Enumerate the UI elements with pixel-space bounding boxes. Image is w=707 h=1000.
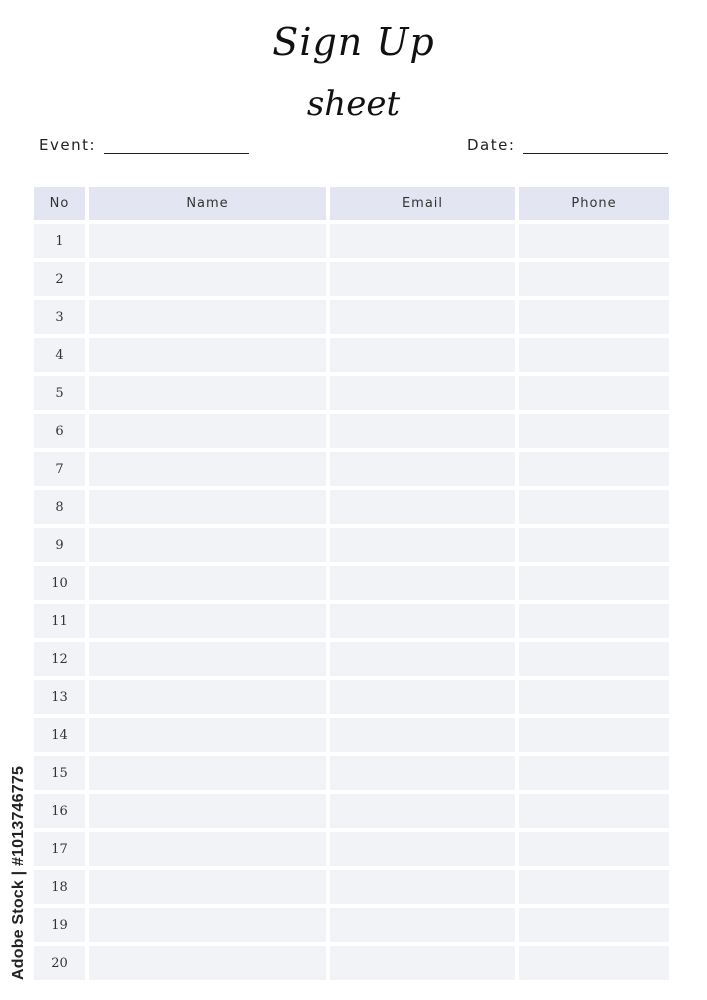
table-row [34, 414, 673, 448]
email-cell[interactable] [330, 642, 515, 676]
row-number: 6 [34, 414, 85, 448]
header-phone: Phone [519, 187, 669, 220]
phone-cell[interactable] [519, 566, 669, 600]
table-row [34, 756, 673, 790]
email-cell[interactable] [330, 680, 515, 714]
watermark-text: Adobe Stock | #1013746775 [10, 765, 27, 980]
name-cell[interactable] [89, 262, 326, 296]
name-cell[interactable] [89, 794, 326, 828]
name-cell[interactable] [89, 452, 326, 486]
name-cell[interactable] [89, 756, 326, 790]
email-cell[interactable] [330, 224, 515, 258]
table-row [34, 642, 673, 676]
phone-cell[interactable] [519, 262, 669, 296]
row-number: 11 [34, 604, 85, 638]
name-cell[interactable] [89, 566, 326, 600]
table-row [34, 300, 673, 334]
table-row [34, 528, 673, 562]
phone-cell[interactable] [519, 908, 669, 942]
table-row [34, 908, 673, 942]
table-header-row [34, 187, 673, 220]
row-number: 16 [34, 794, 85, 828]
table-row [34, 946, 673, 980]
email-cell[interactable] [330, 794, 515, 828]
phone-cell[interactable] [519, 338, 669, 372]
email-cell[interactable] [330, 338, 515, 372]
table-row [34, 452, 673, 486]
date-field [467, 136, 668, 154]
table-row [34, 262, 673, 296]
row-number: 19 [34, 908, 85, 942]
phone-cell[interactable] [519, 756, 669, 790]
name-cell[interactable] [89, 870, 326, 904]
email-cell[interactable] [330, 756, 515, 790]
date-blank-line[interactable] [523, 137, 668, 154]
row-number: 2 [34, 262, 85, 296]
row-number: 17 [34, 832, 85, 866]
phone-cell[interactable] [519, 794, 669, 828]
row-number: 18 [34, 870, 85, 904]
row-number: 20 [34, 946, 85, 980]
email-cell[interactable] [330, 490, 515, 524]
table-row [34, 718, 673, 752]
row-number: 10 [34, 566, 85, 600]
email-cell[interactable] [330, 452, 515, 486]
event-label: Event: [39, 136, 97, 154]
name-cell[interactable] [89, 718, 326, 752]
phone-cell[interactable] [519, 680, 669, 714]
email-cell[interactable] [330, 300, 515, 334]
phone-cell[interactable] [519, 224, 669, 258]
table-row [34, 680, 673, 714]
name-cell[interactable] [89, 528, 326, 562]
sheet-title-line2: sheet [306, 84, 401, 124]
phone-cell[interactable] [519, 870, 669, 904]
name-cell[interactable] [89, 490, 326, 524]
sheet-title-line1: Sign Up [272, 20, 435, 64]
email-cell[interactable] [330, 262, 515, 296]
phone-cell[interactable] [519, 528, 669, 562]
name-cell[interactable] [89, 908, 326, 942]
email-cell[interactable] [330, 376, 515, 410]
row-number: 8 [34, 490, 85, 524]
name-cell[interactable] [89, 300, 326, 334]
email-cell[interactable] [330, 604, 515, 638]
name-cell[interactable] [89, 338, 326, 372]
phone-cell[interactable] [519, 490, 669, 524]
email-cell[interactable] [330, 908, 515, 942]
phone-cell[interactable] [519, 414, 669, 448]
phone-cell[interactable] [519, 452, 669, 486]
email-cell[interactable] [330, 528, 515, 562]
phone-cell[interactable] [519, 300, 669, 334]
name-cell[interactable] [89, 642, 326, 676]
name-cell[interactable] [89, 376, 326, 410]
row-number: 1 [34, 224, 85, 258]
row-number: 14 [34, 718, 85, 752]
table-row [34, 832, 673, 866]
row-number: 13 [34, 680, 85, 714]
phone-cell[interactable] [519, 376, 669, 410]
row-number: 9 [34, 528, 85, 562]
table-row [34, 604, 673, 638]
row-number: 7 [34, 452, 85, 486]
row-number: 5 [34, 376, 85, 410]
phone-cell[interactable] [519, 718, 669, 752]
phone-cell[interactable] [519, 832, 669, 866]
email-cell[interactable] [330, 718, 515, 752]
email-cell[interactable] [330, 870, 515, 904]
date-label: Date: [467, 136, 516, 154]
header-email: Email [330, 187, 515, 220]
table-body [34, 224, 673, 980]
table-row [34, 490, 673, 524]
table-row [34, 224, 673, 258]
row-number: 15 [34, 756, 85, 790]
signup-table [34, 187, 673, 984]
table-row [34, 870, 673, 904]
name-cell[interactable] [89, 832, 326, 866]
email-cell[interactable] [330, 946, 515, 980]
email-cell[interactable] [330, 566, 515, 600]
header-name: Name [89, 187, 326, 220]
table-row [34, 566, 673, 600]
table-row [34, 794, 673, 828]
name-cell[interactable] [89, 224, 326, 258]
phone-cell[interactable] [519, 642, 669, 676]
event-blank-line[interactable] [104, 137, 249, 154]
row-number: 4 [34, 338, 85, 372]
name-cell[interactable] [89, 946, 326, 980]
header-no: No [34, 187, 85, 220]
email-cell[interactable] [330, 414, 515, 448]
table-row [34, 338, 673, 372]
row-number: 12 [34, 642, 85, 676]
row-number: 3 [34, 300, 85, 334]
name-cell[interactable] [89, 414, 326, 448]
event-field [39, 136, 249, 154]
table-row [34, 376, 673, 410]
email-cell[interactable] [330, 832, 515, 866]
phone-cell[interactable] [519, 604, 669, 638]
name-cell[interactable] [89, 680, 326, 714]
phone-cell[interactable] [519, 946, 669, 980]
name-cell[interactable] [89, 604, 326, 638]
